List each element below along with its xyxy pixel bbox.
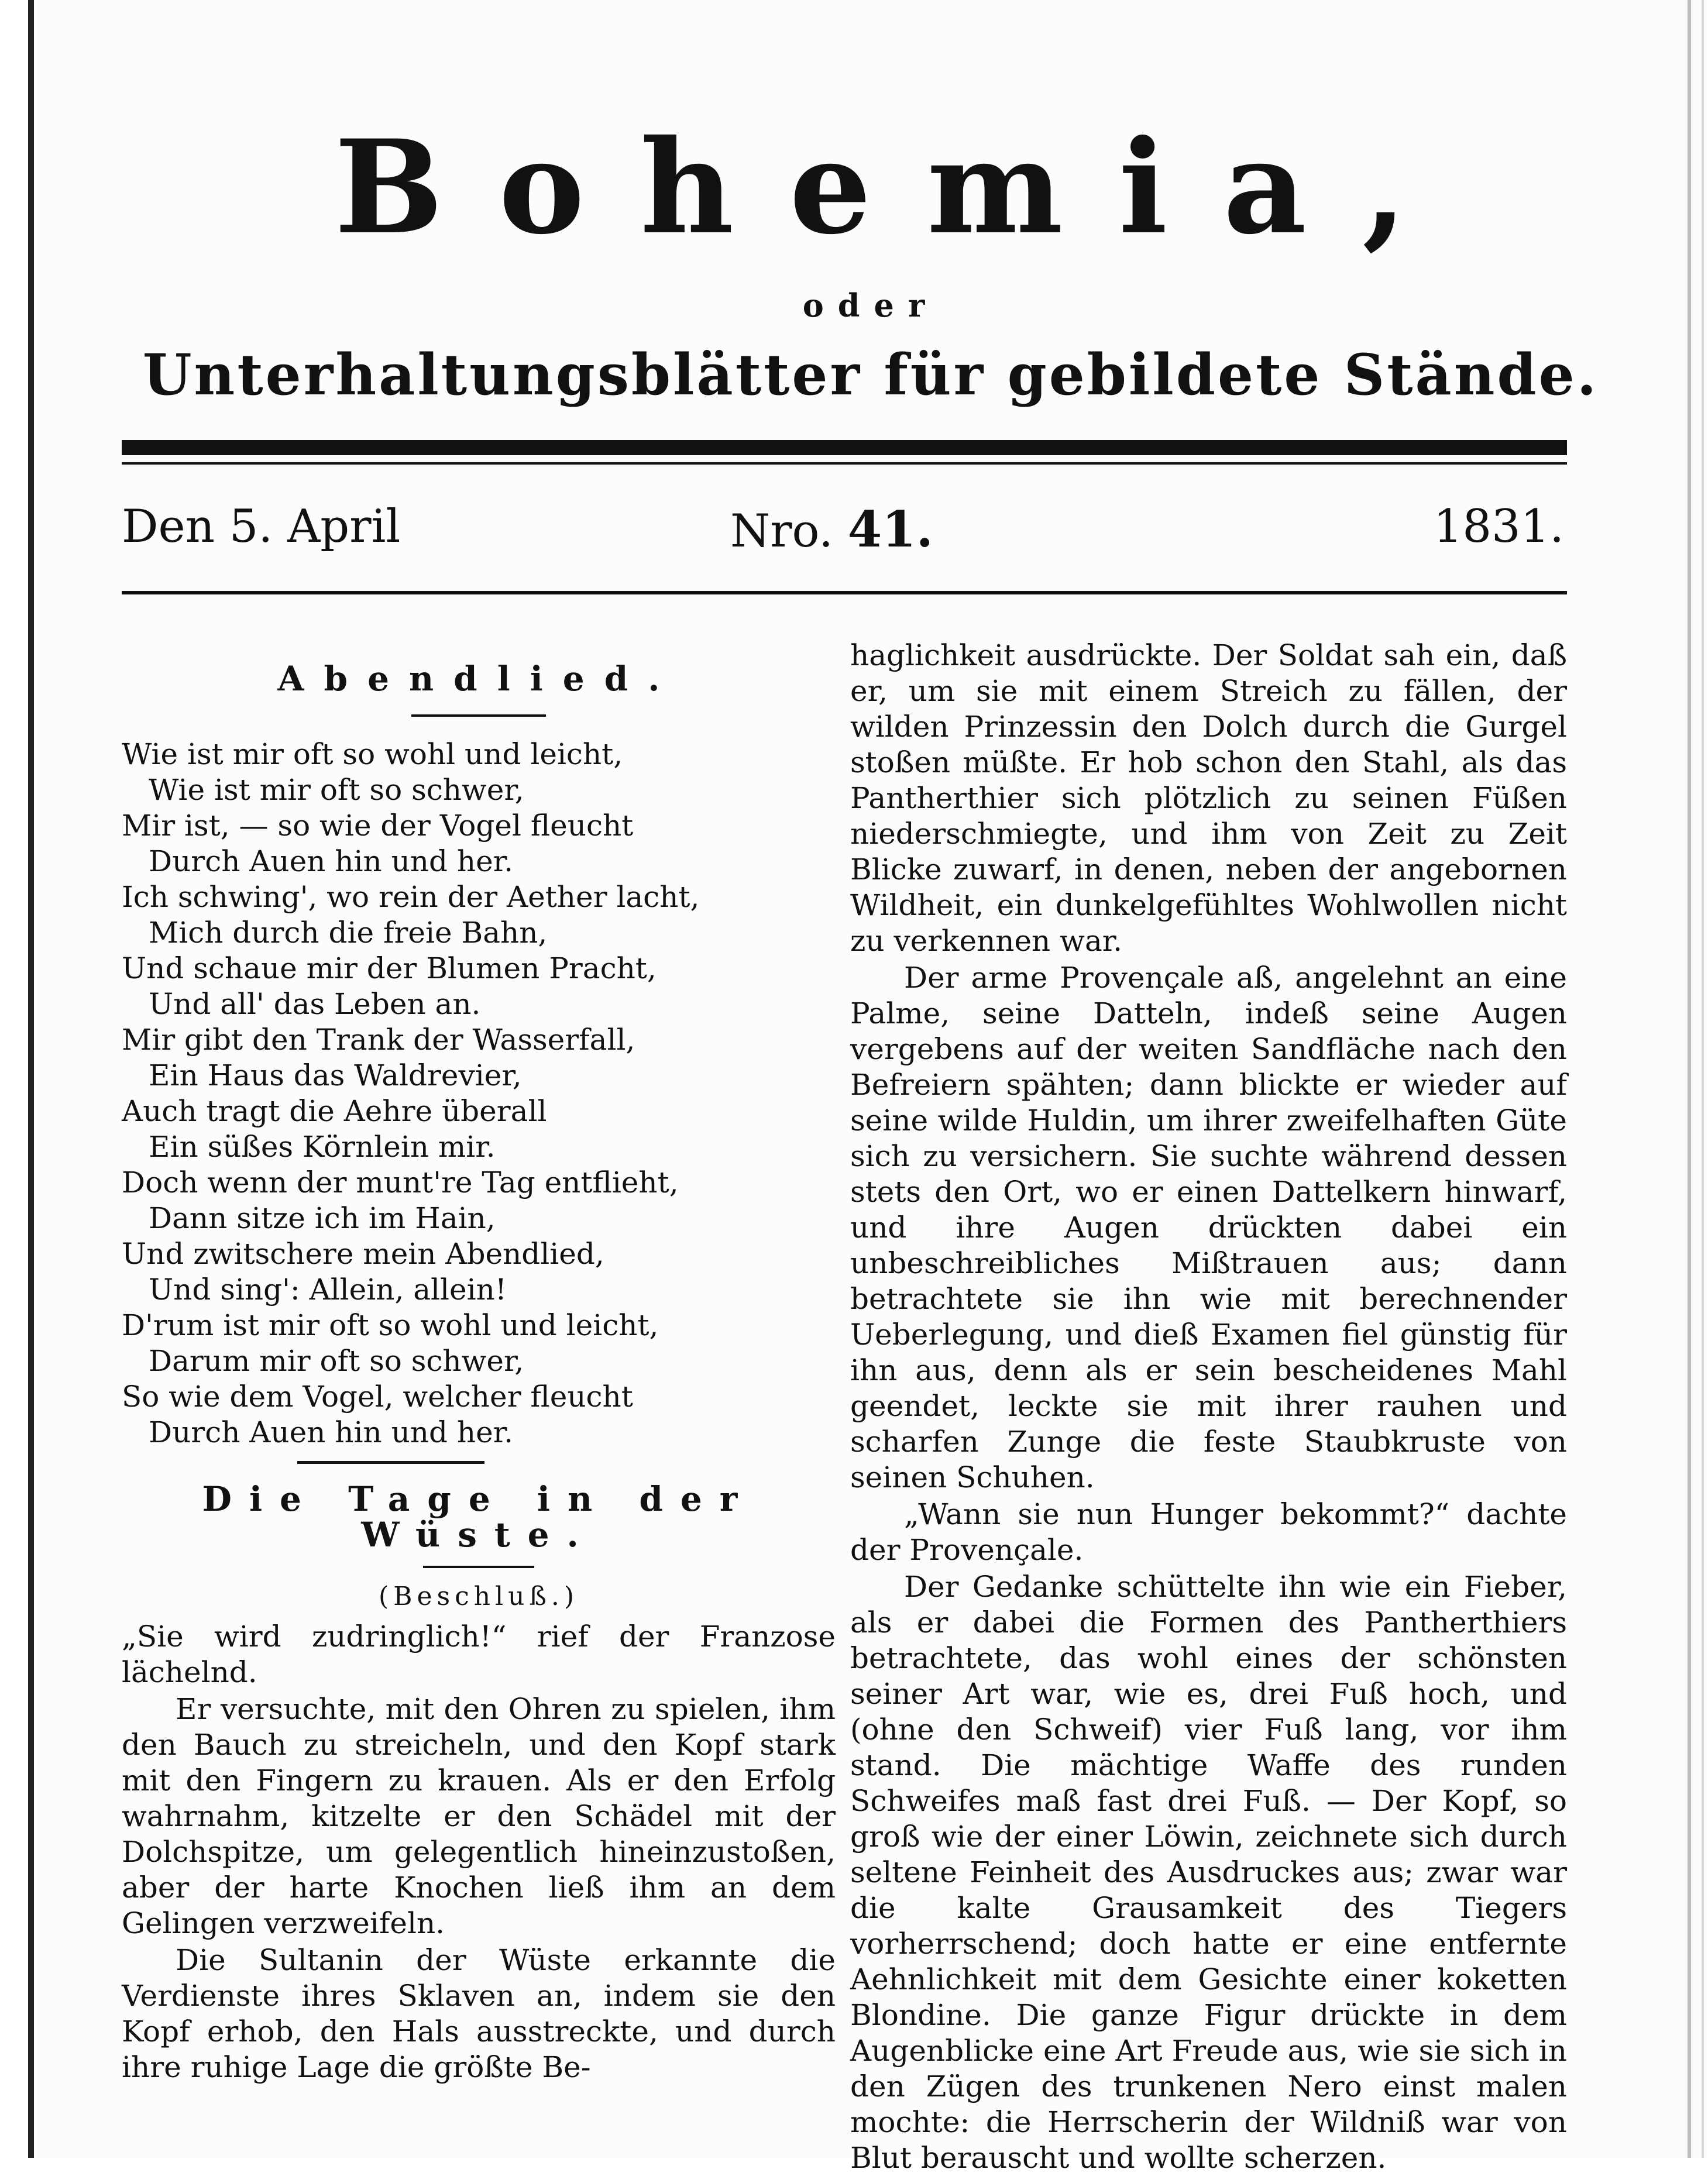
story-paragraph: Er versuchte, mit den Ohren zu spielen, ihm den Bauch zu streicheln, und den Kopf stark mit den Fingern zu krauen. Als er den Erfolg wahrnahm, kitzelte er den Schädel mit der Dolchspitze, um gelegentlich hineinzustoßen, aber der harte Knochen ließ ihm an dem Gelingen verzweifeln. <box>122 1692 836 1940</box>
story-paragraph: Der arme Provençale aß, angelehnt an eine Palme, seine Datteln, indeß seine Augen vergebens auf der weiten Sandfläche nach den Befreiern spähten; dann blickte er wieder auf seine wilde Huldin, um ihrer zweifelhaften Güte sich zu versichern. Sie suchte während dessen stets den Ort, wo er einen Dattelkern hinwarf, und ihre Augen drückten dabei ein unbeschreibliches Mißtrauen aus; dann betrachtete sie ihn wie mit berechnender Ueberlegung, und dieß Examen fiel günstig für ihn aus, denn als er sein bescheidenes Mahl geendet, leckte sie mit ihrer rauhen und scharfen Zunge die feste Staubkruste von seinen Schuhen. <box>850 961 1567 1494</box>
poem-line: Ein Haus das Waldrevier, <box>149 1058 522 1092</box>
newspaper-page <box>28 0 1707 2175</box>
dateline <box>122 500 1564 565</box>
issue-year: 1831. <box>1433 500 1564 553</box>
poem-line: Wie ist mir oft so wohl und leicht, <box>122 737 623 771</box>
poem-line: Wie ist mir oft so schwer, <box>149 773 524 807</box>
poem-line: Durch Auen hin und her. <box>149 844 513 878</box>
poem-line: So wie dem Vogel, welcher fleucht <box>122 1380 633 1414</box>
story-paragraph: Der Gedanke schüttelte ihn wie ein Fieber, als er dabei die Formen des Pantherthiers betrachtete, das wohl eines der schönsten seiner Art war, wie es, drei Fuß hoch, und (ohne den Schweif) vier Fuß lang, vor ihm stand. Die mächtige Waffe des runden Schweifes maß fast drei Fuß. — Der Kopf, so groß wie der einer Löwin, zeichnete sich durch seltene Feinheit des Ausdruckes aus; zwar war die kalte Grausamkeit des Tiegers vorherrschend; doch hatte er eine entfernte Aehnlichkeit mit dem Gesichte einer koketten Blondine. Die ganze Figur drückte in dem Augenblicke eine Art Freude aus, wie sie sich in den Zügen des trunkenen Nero einst malen mochte: die Herrscherin der Wildniß war von Blut berauscht und wollte scherzen. <box>850 1570 1567 2175</box>
masthead-title: Bohemia, <box>334 111 1463 263</box>
dateline-rule <box>122 591 1567 594</box>
poem-line: Und sing': Allein, allein! <box>149 1273 507 1307</box>
poem-line: Ein süßes Körnlein mir. <box>149 1130 496 1164</box>
poem-end-rule <box>297 1461 484 1464</box>
poem-line: Doch wenn der munt're Tag entflieht, <box>122 1166 679 1199</box>
story-right-text <box>850 638 1567 2176</box>
issue-number-value: 41. <box>847 500 933 558</box>
poem-title-rule <box>411 714 546 717</box>
poem-line: Auch tragt die Aehre überall <box>122 1094 547 1128</box>
poem-line: Und zwitschere mein Abendlied, <box>122 1237 604 1271</box>
story-subtitle: (Beschluß.) <box>378 1582 579 1611</box>
story-left-text <box>122 1619 836 2085</box>
story-paragraph: haglichkeit ausdrückte. Der Soldat sah ein, daß er, um sie mit einem Streich zu fällen, der wilden Prinzessin den Dolch durch die Gurgel stoßen müßte. Er hob schon den Stahl, als das Pantherthier sich plötzlich zu seinen Füßen niederschmiegte, und ihm von Zeit zu Zeit Blicke zuwarf, in denen, neben der angebornen Wildheit, ein dunkelgefühltes Wohlwollen nicht zu verkennen war. <box>850 638 1567 958</box>
issue-number-label: Nro. <box>730 505 833 558</box>
story-title: Die Tage in der Wüste. <box>202 1479 755 1555</box>
poem-body <box>122 737 836 1450</box>
poem-line: Und all' das Leben an. <box>149 987 481 1021</box>
poem-line: Mir ist, — so wie der Vogel fleucht <box>122 809 634 843</box>
poem-line: Durch Auen hin und her. <box>149 1415 513 1449</box>
story-paragraph: „Sie wird zudringlich!“ rief der Franzose lächelnd. <box>122 1620 836 1689</box>
story-title-rule <box>423 1566 534 1568</box>
masthead <box>34 111 1707 408</box>
masthead-rule-thick <box>122 440 1567 455</box>
masthead-rule-thin <box>122 462 1567 465</box>
poem-line: Mir gibt den Trank der Wasserfall, <box>122 1023 635 1057</box>
poem-line: D'rum ist mir oft so wohl und leicht, <box>122 1308 659 1342</box>
story-paragraph: Die Sultanin der Wüste erkannte die Verdienste ihres Sklaven an, indem sie den Kopf erhob, den Hals ausstreckte, und durch ihre ruhige Lage die größte Be- <box>122 1943 836 2084</box>
issue-number <box>730 500 933 558</box>
poem-line: Darum mir oft so schwer, <box>149 1344 524 1378</box>
poem-title: Abendlied. <box>277 659 680 699</box>
story-paragraph: „Wann sie nun Hunger bekommt?“ dachte der Provençale. <box>850 1497 1567 1567</box>
poem-line: Und schaue mir der Blumen Pracht, <box>122 951 657 985</box>
masthead-oder: oder <box>802 287 939 324</box>
poem-line: Mich durch die freie Bahn, <box>149 916 548 950</box>
poem-line: Dann sitze ich im Hain, <box>149 1201 496 1235</box>
column-left <box>122 638 836 2085</box>
issue-date: Den 5. April <box>122 500 401 553</box>
masthead-subtitle: Unterhaltungsblätter für gebildete Stände. <box>142 342 1599 408</box>
poem-line: Ich schwing', wo rein der Aether lacht, <box>122 880 700 914</box>
column-right <box>850 638 1567 2176</box>
